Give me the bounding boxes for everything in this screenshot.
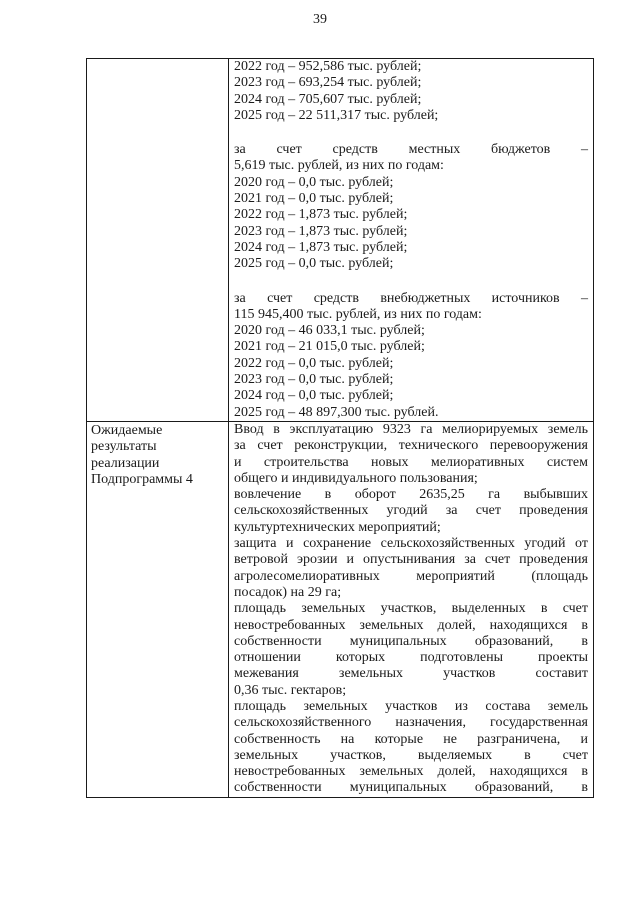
funding-line: 2023 год – 0,0 тыс. рублей; <box>234 372 394 388</box>
funding-line: 2025 год – 48 897,300 тыс. рублей. <box>234 404 439 420</box>
funding-line: 2021 год – 21 015,0 тыс. рублей; <box>234 339 425 355</box>
result-paragraph: Ввод в эксплуатацию 9323 га мелиорируемых земель за счет реконструкции, технического перевооружения и строительства новых мелиоративных систем общего и индивидуального пользования; <box>234 421 588 486</box>
table-row-expected-results <box>87 421 594 797</box>
funding-line: 2020 год – 0,0 тыс. рублей; <box>234 174 394 190</box>
funding-line: 2022 год – 1,873 тыс. рублей; <box>234 207 408 223</box>
local-budget-heading: за счет средств местных бюджетов – <box>234 142 588 158</box>
result-paragraph: вовлечение в оборот 2635,25 га выбывших сельскохозяйственных угодий за счет проведения культуртехнических мероприятий; <box>234 487 588 535</box>
funding-line: 2024 год – 1,873 тыс. рублей; <box>234 239 408 255</box>
expected-results-cell <box>229 421 594 797</box>
funding-line: 5,619 тыс. рублей, из них по годам: <box>234 158 444 174</box>
funding-line: 2023 год – 1,873 тыс. рублей; <box>234 223 408 239</box>
row-label-cell <box>87 59 229 422</box>
funding-line: 2025 год – 0,0 тыс. рублей; <box>234 256 394 272</box>
funding-line: 2021 год – 0,0 тыс. рублей; <box>234 191 394 207</box>
result-paragraph: площадь земельных участков, выделенных в счет невостребованных земельных долей, находящихся в собственности муниципальных образований, в отношении которых подготовлены проекты межевания земельных участков составит 0,36 тыс. гектаров; <box>234 601 588 698</box>
result-paragraph: защита и сохранение сельскохозяйственных угодий от ветровой эрозии и опустынивания за счет проведения агролесомелиоративных мероприятий (площадь посадок) на 29 га; <box>234 536 588 600</box>
regional-funding-lines <box>234 59 588 124</box>
table-row-funding <box>87 59 594 422</box>
expected-results-label: Ожидаемые результаты реализации Подпрограммы 4 <box>91 422 193 487</box>
local-budget-block <box>234 142 588 272</box>
funding-line: 2022 год – 0,0 тыс. рублей; <box>234 355 394 371</box>
row-label <box>87 59 228 61</box>
funding-line: 115 945,400 тыс. рублей, из них по годам: <box>234 306 482 322</box>
funding-line: 2024 год – 705,607 тыс. рублей; <box>234 91 422 107</box>
funding-cell <box>229 59 594 422</box>
funding-line: 2023 год – 693,254 тыс. рублей; <box>234 75 422 91</box>
row-label-cell <box>87 421 229 797</box>
funding-line: 2022 год – 952,586 тыс. рублей; <box>234 59 422 74</box>
funding-line: 2020 год – 46 033,1 тыс. рублей; <box>234 323 425 339</box>
extra-budget-block <box>234 291 588 421</box>
page-number: 39 <box>313 12 327 27</box>
funding-line: 2025 год – 22 511,317 тыс. рублей; <box>234 107 439 123</box>
funding-line: 2024 год – 0,0 тыс. рублей; <box>234 388 394 404</box>
subprogram-passport-table <box>86 58 594 798</box>
result-paragraph: площадь земельных участков из состава земель сельскохозяйственного назначения, государственная собственность на которые не разграничена, и земельных участков, выделяемых в счет невостребованных земельных долей, находящихся в собственности муниципальных образований, в <box>234 698 588 796</box>
extra-budget-heading: за счет средств внебюджетных источников – <box>234 290 588 306</box>
